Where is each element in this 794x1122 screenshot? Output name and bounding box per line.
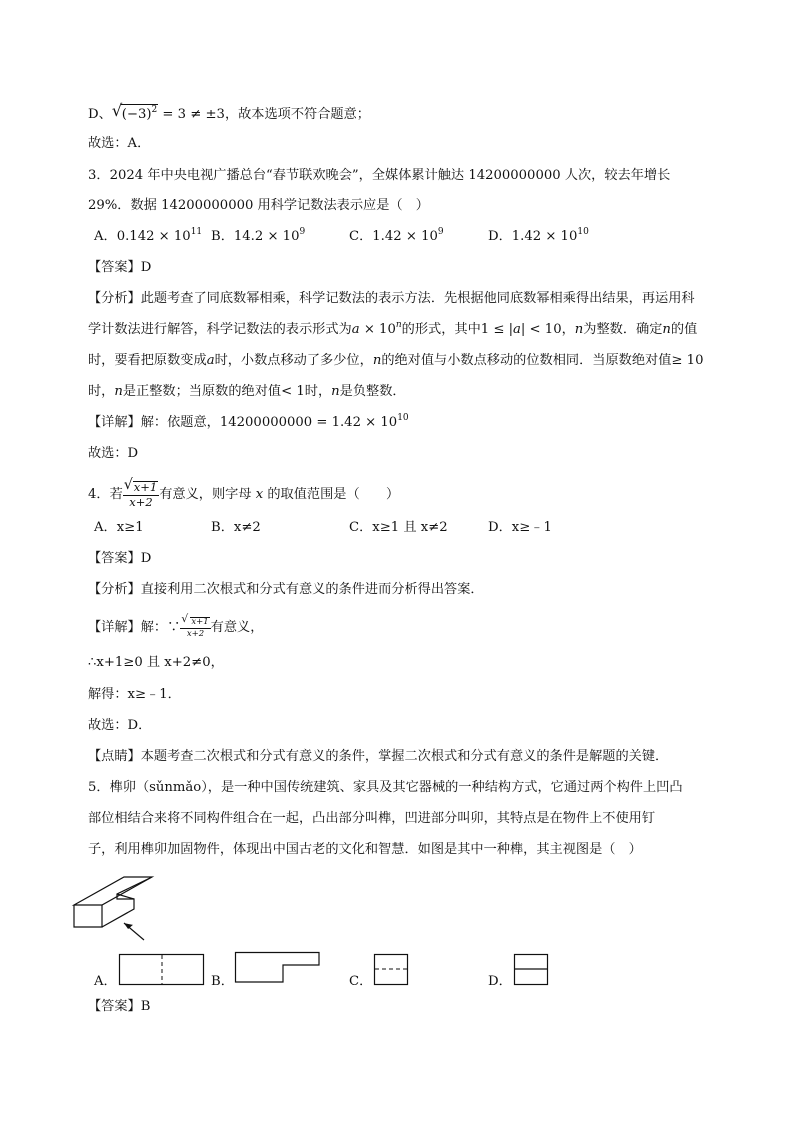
math-var: n	[574, 322, 584, 337]
text: 的取值范围是（ ）	[263, 487, 400, 502]
text: 4．若	[88, 487, 123, 502]
option-label: D．	[488, 520, 512, 535]
option-label: C．	[349, 229, 373, 244]
math-text: × 10	[359, 322, 396, 337]
option-label: A．	[94, 520, 117, 535]
text: 学计数法进行解答，科学记数法的表示形式为	[88, 322, 352, 337]
option-exponent: 9	[437, 227, 444, 237]
text: 时，	[88, 384, 115, 399]
text: | < 10，	[520, 322, 575, 337]
text: 【详解】解：∵	[88, 620, 181, 635]
math-exp: 10	[397, 413, 409, 423]
q3-analysis-line3	[88, 351, 703, 371]
option-mantissa: 0.142 × 10	[116, 229, 191, 244]
option-label: C．	[349, 520, 373, 535]
text: 有意义，则字母	[159, 487, 256, 502]
text: 时，小数点移动了多少位，	[214, 353, 373, 368]
math-var: n	[114, 384, 123, 399]
math-exp: n	[395, 320, 402, 330]
q2-d-prefix: D、	[88, 107, 112, 122]
q4-option-d	[488, 518, 552, 538]
sqrt-expression: √ $(-3)^2$	[112, 104, 158, 125]
q3-answer: 【答案】D	[88, 260, 152, 275]
q5-option-d-label: D．	[488, 974, 512, 989]
q3-option-b	[211, 227, 305, 247]
math-var: x	[255, 487, 264, 502]
text: 的形式，其中1 ≤ |	[401, 322, 514, 337]
q2-option-d	[88, 101, 370, 125]
q4-detail	[88, 612, 264, 640]
option-c-figure	[374, 954, 410, 988]
option-b-figure	[235, 952, 321, 986]
q5-stem-line2: 部位相结合来将不同构件组合在一起，凸出部分叫榫，凹进部分叫卯，其特点是在物件上不使用钉	[88, 811, 656, 826]
top-face	[74, 877, 152, 905]
option-exponent: 11	[190, 227, 203, 237]
q3-analysis-line4	[88, 382, 406, 402]
text: 是负整数．	[339, 384, 406, 399]
text: 的值	[670, 322, 698, 337]
q3-option-d	[488, 227, 589, 247]
q5-stem-line1: 5．榫卯（sǔnmǎo），是一种中国传统建筑、家具及其它器械的一种结构方式，它通过两个构件上凹凸	[88, 780, 683, 795]
option-mantissa: 14.2 × 10	[233, 229, 300, 244]
q5-answer: 【答案】B	[88, 999, 151, 1014]
option-exponent: 10	[577, 227, 589, 237]
q2-choose: 故选：A．	[88, 136, 151, 151]
fraction: √ x+1 x+2	[181, 612, 209, 639]
option-d-figure	[514, 954, 550, 988]
text: 【详解】解：依题意，14200000000 = 1.42 × 10	[88, 415, 398, 430]
text: 有意义，	[210, 620, 264, 635]
text: 为整数．确定	[583, 322, 663, 337]
math-var: n	[331, 384, 340, 399]
q4-step2: 解得：x≥﹣1．	[88, 687, 181, 702]
q3-option-a	[94, 227, 202, 247]
option-label: D．	[488, 229, 512, 244]
math-var: a	[513, 322, 521, 337]
q3-analysis-line2	[88, 320, 697, 340]
step-edge	[117, 894, 134, 899]
option-text: x≠2	[233, 520, 261, 535]
text: 时，要看把原数变成	[88, 353, 207, 368]
math-var: a	[351, 322, 360, 337]
math-var: n	[662, 322, 671, 337]
q4-choose: 故选：D．	[88, 718, 152, 733]
option-label: B．	[211, 520, 234, 535]
option-label: A．	[94, 229, 117, 244]
option-label: B．	[211, 229, 234, 244]
fraction: √ x+1 x+2	[123, 477, 158, 509]
q2-d-rhs: = 3 ≠ ±3	[158, 107, 225, 122]
q5-option-a-label: A．	[94, 974, 117, 989]
text: 的绝对值与小数点移动的位数相同．当原数绝对值≥ 10	[381, 353, 704, 368]
q4-step1: ∴x+1≥0 且 x+2≠0，	[88, 655, 224, 670]
q4-option-a	[94, 518, 144, 538]
fraction-numerator: x+1	[191, 617, 209, 627]
q4-analysis: 【分析】直接利用二次根式和分式有意义的条件进而分析得出答案．	[88, 582, 484, 597]
q4-option-c	[349, 518, 448, 538]
exponent: 2	[151, 105, 158, 115]
option-text: x≥1	[116, 520, 144, 535]
option-a-figure	[119, 954, 205, 988]
q4-stem	[88, 477, 400, 510]
q3-stem-line1: 3．2024 年中央电视广播总台“春节联欢晚会”，全媒体累计触达 14200000000 人次，较去年增长	[88, 168, 671, 183]
q4-option-b	[211, 518, 261, 538]
sqrt-radicand: (−3)	[121, 107, 152, 122]
tenon-3d-figure	[70, 872, 170, 950]
math-var: a	[206, 353, 215, 368]
front-face	[74, 905, 102, 927]
fraction-denominator: x+2	[186, 628, 205, 639]
q3-choose: 故选：D	[88, 446, 139, 461]
q4-comment: 【点睛】本题考查二次根式和分式有意义的条件，掌握二次根式和分式有意义的条件是解题的关键．	[88, 749, 669, 764]
option-exponent: 9	[299, 227, 306, 237]
fraction-numerator: x+1	[133, 480, 158, 494]
option-mantissa: 1.42 × 10	[372, 229, 438, 244]
q5-option-c-label: C．	[349, 974, 373, 989]
arrow-head	[124, 923, 133, 929]
q3-option-c	[349, 227, 444, 247]
math-var: n	[372, 353, 382, 368]
option-mantissa: 1.42 × 10	[511, 229, 578, 244]
text: 是正整数；当原数的绝对值< 1时，	[122, 384, 332, 399]
q5-option-b-label: B．	[211, 974, 234, 989]
q3-detail	[88, 413, 409, 433]
fraction-denominator: x+2	[129, 494, 153, 509]
option-text: x≥﹣1	[511, 520, 552, 535]
option-text: x≥1 且 x≠2	[372, 520, 448, 535]
q5-stem-line3: 子，利用榫卯加固物件，体现出中国古老的文化和智慧．如图是其中一种榫，其主视图是（ ）	[88, 842, 642, 857]
q2-d-text: ，故本选项不符合题意；	[224, 107, 370, 122]
q3-stem-line2: 29%．数据 14200000000 用科学记数法表示应是（ ）	[88, 198, 429, 213]
q3-analysis-line1: 【分析】此题考查了同底数幂相乘，科学记数法的表示方法．先根据他同底数幂相乘得出结果，再运用科	[88, 291, 695, 306]
q4-answer: 【答案】D	[88, 551, 152, 566]
